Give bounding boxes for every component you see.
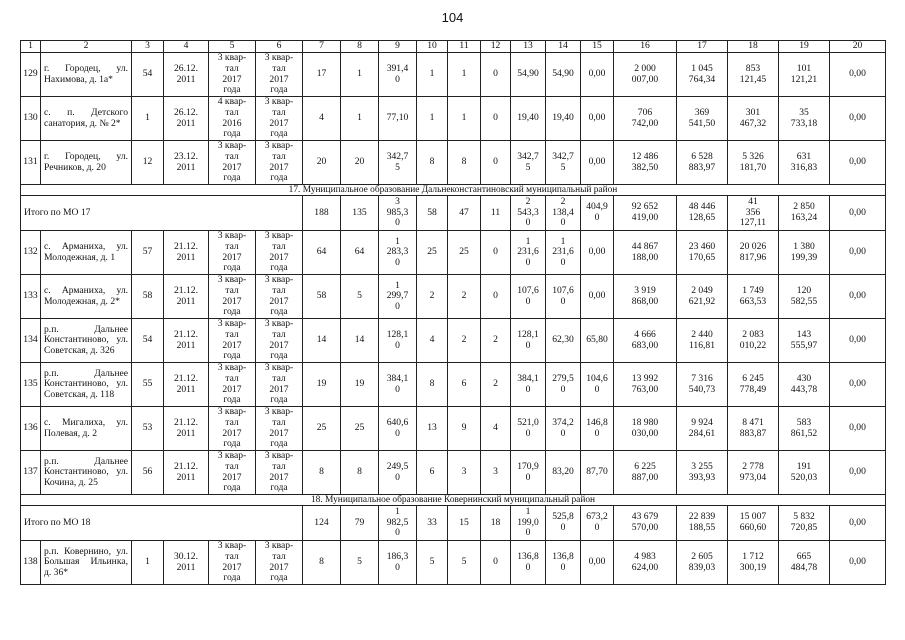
data-cell: 21.12. 2011 (164, 451, 209, 495)
data-cell: 25 (303, 407, 341, 451)
data-cell: 186,3 0 (379, 541, 417, 585)
column-number-cell: 7 (303, 41, 341, 53)
data-cell: 1 (448, 97, 481, 141)
data-cell: 136,8 0 (546, 541, 581, 585)
data-cell: 64 (303, 231, 341, 275)
data-cell: 55 (132, 363, 164, 407)
data-cell: 8 471 883,87 (728, 407, 779, 451)
data-cell: 3 919 868,00 (614, 275, 677, 319)
total-cell: 47 (448, 196, 481, 231)
data-cell: 2 440 116,81 (677, 319, 728, 363)
data-cell: 21.12. 2011 (164, 407, 209, 451)
data-cell: 23.12. 2011 (164, 141, 209, 185)
data-cell: 2 (417, 275, 448, 319)
data-cell: 64 (341, 231, 379, 275)
data-cell: 21.12. 2011 (164, 275, 209, 319)
data-cell: 2 049 621,92 (677, 275, 728, 319)
data-cell: 0 (481, 541, 511, 585)
data-cell: 8 (303, 451, 341, 495)
column-number-cell: 3 (132, 41, 164, 53)
table-row (21, 231, 886, 275)
table-row (21, 541, 886, 585)
data-cell: 9 (448, 407, 481, 451)
total-cell: 404,9 0 (581, 196, 614, 231)
data-cell: 1 (341, 53, 379, 97)
data-cell: 120 582,55 (779, 275, 830, 319)
total-cell: 0,00 (830, 196, 886, 231)
total-cell: 525,8 0 (546, 506, 581, 541)
table-row (21, 97, 886, 141)
data-cell: 107,6 0 (546, 275, 581, 319)
data-cell: 3 квар- тал 2017 года (209, 451, 256, 495)
data-cell: 54,90 (546, 53, 581, 97)
data-cell: 3 255 393,93 (677, 451, 728, 495)
total-cell: 2 138,4 0 (546, 196, 581, 231)
data-cell: 391,4 0 (379, 53, 417, 97)
data-cell: 4 666 683,00 (614, 319, 677, 363)
data-cell: 3 (481, 451, 511, 495)
data-cell: 665 484,78 (779, 541, 830, 585)
data-cell: 706 742,00 (614, 97, 677, 141)
address-cell: р.п. Дальнее Константиново, ул. Советская, д. 326 (41, 319, 132, 363)
data-cell: 4 (417, 319, 448, 363)
data-cell: 342,7 5 (511, 141, 546, 185)
address-cell: р.п. Дальнее Константиново, ул. Кочина, д. 25 (41, 451, 132, 495)
data-cell: 6 (448, 363, 481, 407)
data-cell: 3 квар- тал 2017 года (256, 141, 303, 185)
data-cell: 2 (481, 363, 511, 407)
column-number-cell: 14 (546, 41, 581, 53)
data-cell: 1 045 764,34 (677, 53, 728, 97)
data-cell: 3 квар- тал 2017 года (256, 53, 303, 97)
section-title: 17. Муниципальное образование Дальнеконстантиновский муниципальный район (21, 185, 886, 196)
data-cell: 3 квар- тал 2017 года (209, 541, 256, 585)
data-cell: 342,7 5 (379, 141, 417, 185)
data-cell: 0,00 (830, 541, 886, 585)
data-cell: 8 (417, 363, 448, 407)
total-cell: 11 (481, 196, 511, 231)
data-cell: 104,6 0 (581, 363, 614, 407)
column-number-cell: 5 (209, 41, 256, 53)
data-cell: 0 (481, 53, 511, 97)
section-title-row (21, 185, 886, 196)
data-cell: 2 778 973,04 (728, 451, 779, 495)
data-cell: 128,1 0 (379, 319, 417, 363)
data-cell: 0,00 (830, 451, 886, 495)
data-cell: 631 316,83 (779, 141, 830, 185)
column-number-cell: 10 (417, 41, 448, 53)
data-cell: 54 (132, 53, 164, 97)
data-cell: 19 (303, 363, 341, 407)
row-number: 134 (21, 319, 41, 363)
data-cell: 0,00 (830, 231, 886, 275)
data-cell: 107,6 0 (511, 275, 546, 319)
total-cell: 1 199,0 0 (511, 506, 546, 541)
data-cell: 12 486 382,50 (614, 141, 677, 185)
table-row (21, 319, 886, 363)
data-cell: 1 (417, 53, 448, 97)
data-cell: 20 (303, 141, 341, 185)
address-cell: р.п. Дальнее Константиново, ул. Советская, д. 118 (41, 363, 132, 407)
row-number: 129 (21, 53, 41, 97)
data-cell: 0,00 (581, 275, 614, 319)
data-cell: 13 992 763,00 (614, 363, 677, 407)
data-cell: 44 867 188,00 (614, 231, 677, 275)
total-cell: 43 679 570,00 (614, 506, 677, 541)
data-cell: 430 443,78 (779, 363, 830, 407)
data-cell: 54,90 (511, 53, 546, 97)
data-cell: 25 (417, 231, 448, 275)
data-cell: 0,00 (830, 319, 886, 363)
data-cell: 583 861,52 (779, 407, 830, 451)
register-body (21, 41, 886, 585)
data-cell: 54 (132, 319, 164, 363)
total-cell: 41 356 127,11 (728, 196, 779, 231)
address-cell: с. Арманиха, ул. Молодежная, д. 1 (41, 231, 132, 275)
data-cell: 6 528 883,97 (677, 141, 728, 185)
data-cell: 3 квар- тал 2017 года (209, 363, 256, 407)
data-cell: 143 555,97 (779, 319, 830, 363)
data-cell: 58 (132, 275, 164, 319)
address-cell: с. п. Детского санатория, д. № 2* (41, 97, 132, 141)
column-number-row (21, 41, 886, 53)
data-cell: 2 605 839,03 (677, 541, 728, 585)
data-cell: 1 299,7 0 (379, 275, 417, 319)
data-cell: 5 (341, 275, 379, 319)
data-cell: 8 (417, 141, 448, 185)
data-cell: 128,1 0 (511, 319, 546, 363)
data-cell: 58 (303, 275, 341, 319)
data-cell: 0,00 (830, 363, 886, 407)
data-cell: 3 квар- тал 2017 года (209, 407, 256, 451)
data-cell: 2 083 010,22 (728, 319, 779, 363)
data-cell: 77,10 (379, 97, 417, 141)
column-number-cell: 16 (614, 41, 677, 53)
data-cell: 3 квар- тал 2017 года (209, 319, 256, 363)
data-cell: 1 (132, 97, 164, 141)
total-cell: 135 (341, 196, 379, 231)
total-cell: 5 832 720,85 (779, 506, 830, 541)
data-cell: 23 460 170,65 (677, 231, 728, 275)
row-number: 136 (21, 407, 41, 451)
total-cell: 18 (481, 506, 511, 541)
housing-register-table (20, 40, 886, 585)
total-label: Итого по МО 17 (21, 196, 303, 231)
table-row (21, 141, 886, 185)
data-cell: 20 026 817,96 (728, 231, 779, 275)
data-cell: 8 (303, 541, 341, 585)
total-cell: 2 850 163,24 (779, 196, 830, 231)
total-cell: 0,00 (830, 506, 886, 541)
data-cell: 191 520,03 (779, 451, 830, 495)
page-number: 104 (441, 10, 464, 25)
table-row (21, 275, 886, 319)
data-cell: 3 квар- тал 2017 года (256, 541, 303, 585)
data-cell: 62,30 (546, 319, 581, 363)
row-number: 131 (21, 141, 41, 185)
total-cell: 124 (303, 506, 341, 541)
data-cell: 83,20 (546, 451, 581, 495)
data-cell: 5 326 181,70 (728, 141, 779, 185)
data-cell: 2 (481, 319, 511, 363)
data-cell: 3 (448, 451, 481, 495)
table-row (21, 363, 886, 407)
data-cell: 26.12. 2011 (164, 97, 209, 141)
data-cell: 0,00 (581, 97, 614, 141)
total-label: Итого по МО 18 (21, 506, 303, 541)
column-number-cell: 2 (41, 41, 132, 53)
total-cell: 1 982,5 0 (379, 506, 417, 541)
data-cell: 87,70 (581, 451, 614, 495)
total-cell: 2 543,3 0 (511, 196, 546, 231)
total-cell: 15 (448, 506, 481, 541)
data-cell: 0,00 (830, 97, 886, 141)
address-cell: г. Городец, ул. Речников, д. 20 (41, 141, 132, 185)
data-cell: 101 121,21 (779, 53, 830, 97)
total-cell: 48 446 128,65 (677, 196, 728, 231)
data-cell: 8 (341, 451, 379, 495)
data-cell: 0,00 (830, 141, 886, 185)
data-cell: 0 (481, 97, 511, 141)
data-cell: 3 квар- тал 2017 года (209, 231, 256, 275)
data-cell: 3 квар- тал 2017 года (256, 407, 303, 451)
data-cell: 3 квар- тал 2017 года (256, 451, 303, 495)
data-cell: 1 (417, 97, 448, 141)
data-cell: 369 541,50 (677, 97, 728, 141)
total-cell: 33 (417, 506, 448, 541)
data-cell: 3 квар- тал 2017 года (209, 53, 256, 97)
address-cell: р.п. Ковернино, ул. Большая Ильинка, д. 36* (41, 541, 132, 585)
data-cell: 53 (132, 407, 164, 451)
data-cell: 8 (448, 141, 481, 185)
row-number: 135 (21, 363, 41, 407)
data-cell: 4 (303, 97, 341, 141)
total-cell: 58 (417, 196, 448, 231)
data-cell: 25 (341, 407, 379, 451)
data-cell: 9 924 284,61 (677, 407, 728, 451)
column-number-cell: 13 (511, 41, 546, 53)
row-number: 138 (21, 541, 41, 585)
data-cell: 0 (481, 231, 511, 275)
data-cell: 1 712 300,19 (728, 541, 779, 585)
column-number-cell: 17 (677, 41, 728, 53)
data-cell: 56 (132, 451, 164, 495)
data-cell: 0,00 (581, 231, 614, 275)
column-number-cell: 19 (779, 41, 830, 53)
column-number-cell: 1 (21, 41, 41, 53)
data-cell: 0,00 (581, 141, 614, 185)
table-row (21, 53, 886, 97)
data-cell: 0 (481, 141, 511, 185)
data-cell: 342,7 5 (546, 141, 581, 185)
data-cell: 21.12. 2011 (164, 319, 209, 363)
total-cell: 188 (303, 196, 341, 231)
data-cell: 1 (341, 97, 379, 141)
data-cell: 384,1 0 (379, 363, 417, 407)
address-cell: г. Городец, ул. Нахимова, д. 1а* (41, 53, 132, 97)
data-cell: 6 245 778,49 (728, 363, 779, 407)
data-cell: 170,9 0 (511, 451, 546, 495)
data-cell: 279,5 0 (546, 363, 581, 407)
data-cell: 2 (448, 275, 481, 319)
row-number: 137 (21, 451, 41, 495)
data-cell: 3 квар- тал 2017 года (256, 231, 303, 275)
data-cell: 13 (417, 407, 448, 451)
total-cell: 673,2 0 (581, 506, 614, 541)
data-cell: 57 (132, 231, 164, 275)
total-cell: 15 007 660,60 (728, 506, 779, 541)
data-cell: 374,2 0 (546, 407, 581, 451)
data-cell: 4 983 624,00 (614, 541, 677, 585)
data-cell: 301 467,32 (728, 97, 779, 141)
column-number-cell: 8 (341, 41, 379, 53)
data-cell: 3 квар- тал 2017 года (256, 319, 303, 363)
data-cell: 6 225 887,00 (614, 451, 677, 495)
data-cell: 2 000 007,00 (614, 53, 677, 97)
table-row (21, 407, 886, 451)
data-cell: 30.12. 2011 (164, 541, 209, 585)
table-row (21, 451, 886, 495)
data-cell: 0,00 (830, 275, 886, 319)
data-cell: 4 (481, 407, 511, 451)
data-cell: 3 квар- тал 2017 года (209, 141, 256, 185)
total-cell: 79 (341, 506, 379, 541)
data-cell: 35 733,18 (779, 97, 830, 141)
data-cell: 14 (341, 319, 379, 363)
data-cell: 2 (448, 319, 481, 363)
data-cell: 12 (132, 141, 164, 185)
data-cell: 249,5 0 (379, 451, 417, 495)
total-row (21, 506, 886, 541)
data-cell: 1 749 663,53 (728, 275, 779, 319)
total-row (21, 196, 886, 231)
data-cell: 25 (448, 231, 481, 275)
data-cell: 136,8 0 (511, 541, 546, 585)
column-number-cell: 6 (256, 41, 303, 53)
total-cell: 22 839 188,55 (677, 506, 728, 541)
column-number-cell: 15 (581, 41, 614, 53)
row-number: 133 (21, 275, 41, 319)
address-cell: с. Арманиха, ул. Молодежная, д. 2* (41, 275, 132, 319)
data-cell: 1 283,3 0 (379, 231, 417, 275)
data-cell: 19 (341, 363, 379, 407)
address-cell: с. Мигалиха, ул. Полевая, д. 2 (41, 407, 132, 451)
data-cell: 853 121,45 (728, 53, 779, 97)
data-cell: 0 (481, 275, 511, 319)
data-cell: 0,00 (830, 53, 886, 97)
column-number-cell: 4 (164, 41, 209, 53)
column-number-cell: 20 (830, 41, 886, 53)
column-number-cell: 12 (481, 41, 511, 53)
total-cell: 3 985,3 0 (379, 196, 417, 231)
section-title-row (21, 495, 886, 506)
data-cell: 17 (303, 53, 341, 97)
data-cell: 5 (417, 541, 448, 585)
data-cell: 3 квар- тал 2017 года (209, 275, 256, 319)
data-cell: 3 квар- тал 2017 года (256, 97, 303, 141)
data-cell: 5 (448, 541, 481, 585)
data-cell: 0,00 (581, 53, 614, 97)
data-cell: 640,6 0 (379, 407, 417, 451)
data-cell: 65,80 (581, 319, 614, 363)
data-cell: 3 квар- тал 2017 года (256, 275, 303, 319)
column-number-cell: 18 (728, 41, 779, 53)
data-cell: 20 (341, 141, 379, 185)
data-cell: 1 380 199,39 (779, 231, 830, 275)
data-cell: 0,00 (581, 541, 614, 585)
data-cell: 19,40 (546, 97, 581, 141)
column-number-cell: 11 (448, 41, 481, 53)
data-cell: 1 (448, 53, 481, 97)
row-number: 130 (21, 97, 41, 141)
row-number: 132 (21, 231, 41, 275)
data-cell: 14 (303, 319, 341, 363)
column-number-cell: 9 (379, 41, 417, 53)
data-cell: 0,00 (830, 407, 886, 451)
data-cell: 5 (341, 541, 379, 585)
data-cell: 19,40 (511, 97, 546, 141)
data-cell: 3 квар- тал 2017 года (256, 363, 303, 407)
data-cell: 1 231,6 0 (546, 231, 581, 275)
data-cell: 521,0 0 (511, 407, 546, 451)
data-cell: 1 (132, 541, 164, 585)
total-cell: 92 652 419,00 (614, 196, 677, 231)
data-cell: 1 231,6 0 (511, 231, 546, 275)
data-cell: 26.12. 2011 (164, 53, 209, 97)
section-title: 18. Муниципальное образование Ковернинский муниципальный район (21, 495, 886, 506)
data-cell: 21.12. 2011 (164, 363, 209, 407)
data-cell: 384,1 0 (511, 363, 546, 407)
data-cell: 18 980 030,00 (614, 407, 677, 451)
data-cell: 4 квар- тал 2016 года (209, 97, 256, 141)
data-cell: 146,8 0 (581, 407, 614, 451)
data-cell: 6 (417, 451, 448, 495)
data-cell: 7 316 540,73 (677, 363, 728, 407)
data-cell: 21.12. 2011 (164, 231, 209, 275)
